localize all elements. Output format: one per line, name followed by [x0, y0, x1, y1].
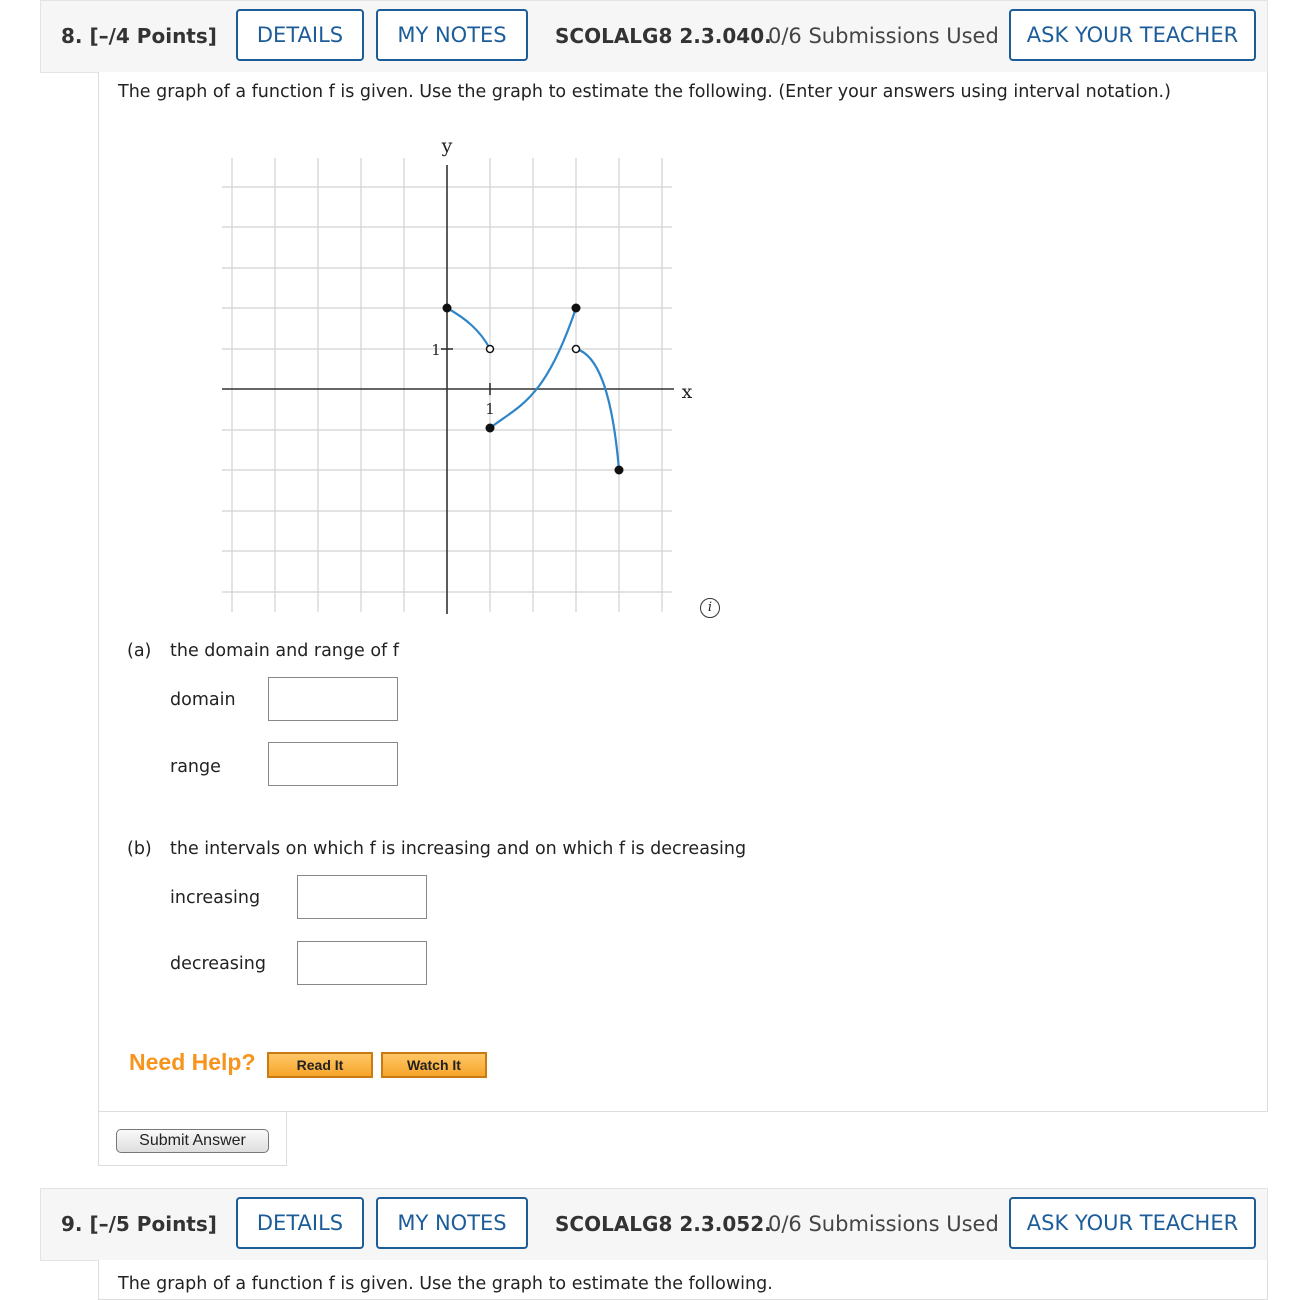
question-8-title: 8. [–/4 Points]: [61, 24, 217, 48]
need-help-label: Need Help?: [129, 1049, 256, 1075]
my-notes-button[interactable]: MY NOTES: [376, 1197, 528, 1249]
closed-point: [572, 304, 581, 313]
curve-segment-3: [576, 349, 619, 470]
question-9-header: [40, 1188, 1268, 1261]
function-graph: [0, 0, 1290, 640]
watch-it-button[interactable]: Watch It: [381, 1052, 487, 1078]
ask-your-teacher-button[interactable]: ASK YOUR TEACHER: [1009, 9, 1256, 61]
part-a-letter: (a): [127, 641, 152, 661]
my-notes-button[interactable]: MY NOTES: [376, 9, 528, 61]
question-9-title: 9. [–/5 Points]: [61, 1212, 217, 1236]
x-axis-label: x: [681, 381, 693, 403]
decreasing-label: decreasing: [170, 954, 266, 974]
submissions-used: 0/6 Submissions Used: [768, 1212, 999, 1236]
decreasing-input[interactable]: [297, 941, 427, 985]
info-icon[interactable]: i: [700, 598, 720, 618]
question-prompt: The graph of a function f is given. Use the graph to estimate the following. (Enter your answers using interval notation.): [118, 82, 1171, 102]
question-9-prompt: The graph of a function f is given. Use the graph to estimate the following.: [118, 1274, 773, 1294]
closed-point: [615, 466, 624, 475]
range-input[interactable]: [268, 742, 398, 786]
open-point: [573, 346, 580, 353]
question-code: SCOLALG8 2.3.052.: [555, 1212, 772, 1236]
closed-point: [443, 304, 452, 313]
domain-label: domain: [170, 690, 236, 710]
curve-segment-1: [447, 308, 490, 349]
increasing-label: increasing: [170, 888, 261, 908]
open-point: [487, 346, 494, 353]
y-axis-label: y: [441, 135, 453, 157]
ask-your-teacher-button[interactable]: ASK YOUR TEACHER: [1009, 1197, 1256, 1249]
question-code: SCOLALG8 2.3.040.: [555, 24, 772, 48]
details-button[interactable]: DETAILS: [236, 9, 364, 61]
part-b-letter: (b): [127, 839, 152, 859]
x-tick-label: 1: [485, 400, 495, 418]
increasing-input[interactable]: [297, 875, 427, 919]
submit-answer-button[interactable]: Submit Answer: [116, 1129, 269, 1153]
closed-point: [486, 424, 495, 433]
submissions-used: 0/6 Submissions Used: [768, 24, 999, 48]
part-a-text: the domain and range of f: [170, 641, 399, 661]
read-it-button[interactable]: Read It: [267, 1052, 373, 1078]
range-label: range: [170, 757, 221, 777]
part-b-text: the intervals on which f is increasing and on which f is decreasing: [170, 839, 747, 859]
domain-input[interactable]: [268, 677, 398, 721]
y-tick-label: 1: [431, 341, 441, 359]
details-button[interactable]: DETAILS: [236, 1197, 364, 1249]
